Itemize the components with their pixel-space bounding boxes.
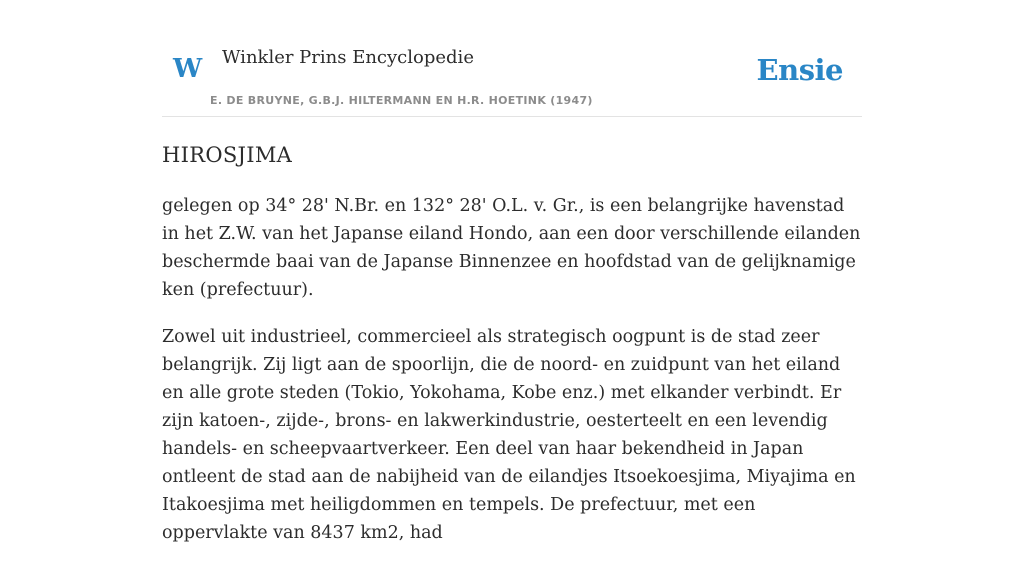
- book-title[interactable]: Winkler Prins Encyclopedie: [222, 47, 474, 68]
- article-paragraph: gelegen op 34° 28' N.Br. en 132° 28' O.L. v. Gr., is een belangrijke havenstad in het Z.W. van het Japanse eiland Hondo, aan een door verschillende eilanden beschermde baai van de Japanse Binnenzee en hoofdstad van de gelijknamige ken (prefectuur).: [162, 196, 861, 300]
- book-authors: E. DE BRUYNE, G.B.J. HILTERMANN EN H.R. HOETINK (1947): [210, 94, 593, 107]
- site-header: [162, 0, 862, 117]
- winkler-prins-logo[interactable]: W: [173, 54, 203, 84]
- article: [162, 138, 862, 566]
- article-paragraph: Zowel uit industrieel, commercieel als strategisch oogpunt is de stad zeer belangrijk. Zij ligt aan de spoorlijn, die de noord- en zuidpunt van het eiland en alle grote steden (Tokio, Yokohama, Kobe enz.) met elkander verbindt. Er zijn katoen-, zijde-, brons- en lakwerkindustrie, oesterteelt en een levendig handels- en scheepvaartverkeer. Een deel van haar bekendheid in Japan ontleent de stad aan de nabijheid van de eilandjes Itsoekoesjima, Miyajima en Itakoesjima met heiligdommen en tempels. De prefectuur, met een oppervlakte van 8437 km2, had: [162, 327, 856, 543]
- article-body: [162, 192, 862, 547]
- ensie-logo[interactable]: Ensie: [756, 53, 843, 87]
- article-title: HIROSJIMA: [162, 143, 293, 167]
